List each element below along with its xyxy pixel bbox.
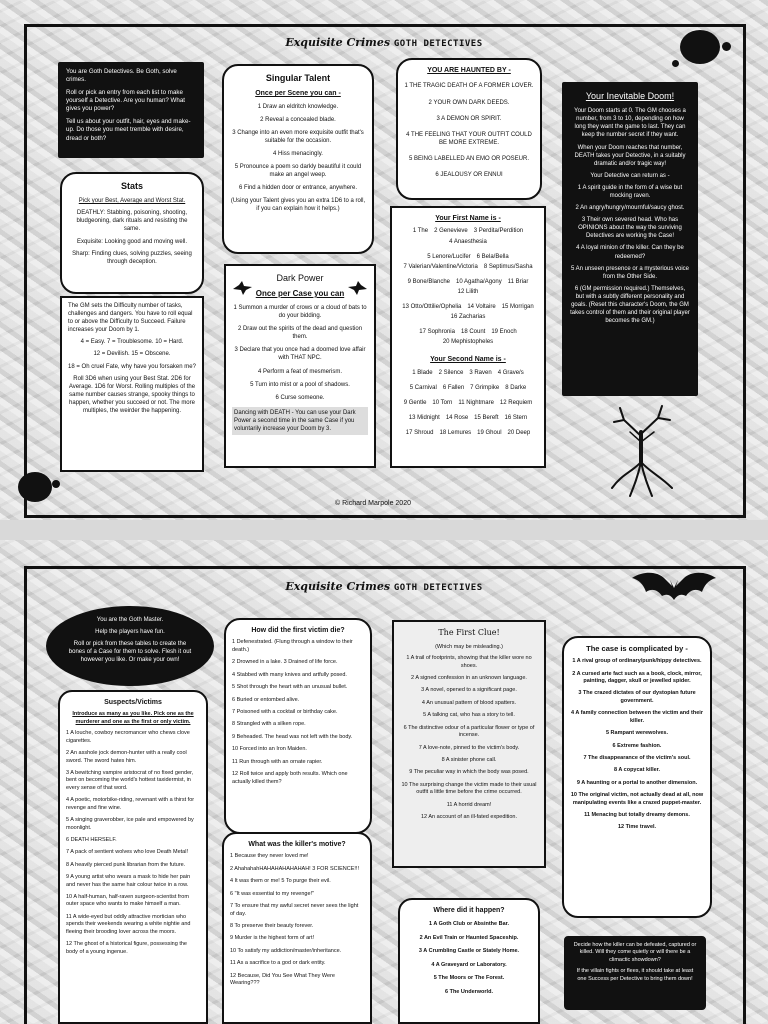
title-italic: Exquisite Crimes bbox=[285, 580, 391, 593]
dark-power-heading: Dark Power bbox=[276, 273, 324, 283]
clue-item: 4 An unusual pattern of blood spatters. bbox=[421, 699, 517, 706]
suspect-item: 8 A heavily pierced punk librarian from the future. bbox=[66, 861, 186, 868]
name-entry: 17 Shroud bbox=[405, 430, 434, 437]
clue-item: 7 A love-note, pinned to the victim's body. bbox=[418, 744, 520, 751]
haunted-item: 6 JEALOUSY OR ENNUI bbox=[435, 172, 503, 178]
difficulty-rules-box bbox=[60, 296, 204, 472]
complication-item: 1 A rival group of ordinary/punk/hippy detectives. bbox=[572, 658, 702, 665]
second-name-list bbox=[398, 369, 538, 444]
name-row bbox=[398, 384, 538, 392]
haunted-item: 2 YOUR OWN DARK DEEDS. bbox=[428, 99, 510, 106]
name-entry: 5 Carnival bbox=[409, 384, 437, 391]
name-entry: 8 Septimus/Sasha bbox=[483, 263, 533, 270]
victim-item: 5 Shot through the heart with an unusual bullet. bbox=[232, 684, 348, 691]
name-entry: 10 Agatha/Agony bbox=[456, 278, 502, 285]
talent-item: 3 Change into an even more exquisite outfit that's suitable for the occasion. bbox=[232, 129, 364, 144]
stat-exquisite: Exquisite: Looking good and moving well. bbox=[76, 238, 188, 245]
name-entry: 12 Lilith bbox=[457, 288, 479, 295]
suspect-item: 6 DEATH HERSELF. bbox=[66, 836, 117, 843]
name-entry: 12 Requiem bbox=[499, 400, 533, 406]
suspect-item: 10 A half-human, half-raven surgeon-scientist from outer space who wants to make himself a man. bbox=[66, 894, 189, 908]
name-entry: 19 Enoch bbox=[491, 329, 517, 336]
suspect-item: 5 A singing graverobber, ice pale and empowered by moonlight. bbox=[66, 817, 194, 831]
master-text-3: Roll or pick from these tables to create the bones of a Case for them to solve. Flesh it out however you like. Or make your own! bbox=[68, 641, 192, 664]
doom-heading: Your Inevitable Doom! bbox=[585, 91, 675, 101]
victim-item: 6 Buried or entombed alive. bbox=[232, 696, 300, 703]
title-bold: GOTH DETECTIVES bbox=[393, 583, 483, 593]
talent-item: 4 Hiss menacingly. bbox=[273, 150, 323, 157]
suspect-item: 11 A wide-eyed but oddly attractive mortician who spends their weekends wearing a white nightie and fleeing their brooding lover across the moors. bbox=[66, 913, 191, 935]
dark-power-item: 5 Turn into mist or a pool of shadows. bbox=[250, 381, 350, 388]
name-entry: 3 Perdita/Perdition bbox=[473, 228, 524, 235]
dark-power-item: 4 Perform a feat of mesmerism. bbox=[257, 368, 343, 375]
clue-item: 6 The distinctive odour of a particular flower or type of incense. bbox=[403, 724, 535, 739]
dark-power-subheading: Once per Case you can bbox=[255, 289, 345, 299]
name-entry: 2 Silence bbox=[438, 369, 464, 376]
complication-item: 3 The crazed dictates of our dystopian future government. bbox=[578, 690, 696, 704]
first-name-list bbox=[398, 227, 538, 353]
page-one-title bbox=[0, 36, 768, 49]
name-row bbox=[398, 253, 538, 271]
victim-heading: How did the first victim die? bbox=[251, 627, 345, 634]
decide-text-1: Decide how the killer can be defeated, captured or killed. Will they come quietly or will there be a climactic showdown? bbox=[573, 942, 697, 963]
haunted-item: 1 THE TRAGIC DEATH OF A FORMER LOVER. bbox=[404, 83, 534, 90]
name-entry: 11 Briar bbox=[507, 278, 529, 285]
name-entry: 7 Grimpike bbox=[470, 384, 500, 391]
name-entry: 20 Mephistopheles bbox=[442, 339, 494, 346]
name-entry: 4 Grave/s bbox=[497, 369, 524, 376]
motive-item: 8 To preserve their beauty forever. bbox=[230, 922, 314, 929]
name-entry: 2 Genevieve bbox=[434, 228, 468, 235]
name-entry: 18 Lemures bbox=[439, 430, 472, 437]
name-entry: 5 Lenore/Lucifer bbox=[427, 253, 471, 260]
master-text-1: You are the Goth Master. bbox=[96, 617, 164, 623]
intro-text-1: You are Goth Detectives. Be Goth, solve crimes. bbox=[66, 68, 177, 84]
complication-item: 11 Menacing but totally dreamy demons. bbox=[584, 812, 690, 819]
intro-text-2: Roll or pick an entry from each list to make yourself a Detective. Are you human? What gives you power? bbox=[66, 88, 185, 113]
name-entry: 9 Bone/Blanche bbox=[407, 278, 451, 285]
where-heading: Where did it happen? bbox=[433, 907, 505, 914]
clue-item: 2 A signed confession in an unknown language. bbox=[411, 675, 527, 682]
name-entry: 17 Sophronia bbox=[419, 329, 455, 336]
complication-item: 12 Time travel. bbox=[617, 824, 657, 831]
doom-return-item: 4 A loyal minion of the killer. Can they be redeemed? bbox=[576, 245, 684, 260]
intro-text-3: Tell us about your outfit, hair, eyes and make-up. Do those you meet tremble with desire, dread or both? bbox=[66, 117, 191, 142]
motive-item: 6 "It was essential to my revenge!" bbox=[230, 890, 314, 897]
first-name-heading: Your First Name is - bbox=[435, 215, 501, 222]
name-entry: 15 Bereft bbox=[474, 415, 499, 422]
clue-item: 8 A sinister phone call. bbox=[441, 757, 497, 764]
where-item: 4 A Graveyard or Laboratory. bbox=[431, 961, 507, 968]
decide-text-2: If the villain fights or flees, it should take at least one Success per Detective to bring them down! bbox=[576, 968, 694, 982]
clue-item: 9 The peculiar way in which the body was posed. bbox=[409, 769, 529, 776]
haunted-item: 5 BEING LABELLED AN EMO OR POSEUR. bbox=[408, 155, 530, 162]
suspects-subheading: Introduce as many as you like. Pick one as the murderer and one as the first or only victim. bbox=[72, 711, 194, 725]
ink-splatter-bottom-left bbox=[18, 472, 52, 502]
motive-item: 10 To satisfy my addiction/master/inheritance. bbox=[230, 947, 342, 954]
doom-return-item: 5 An unseen presence or a mysterious voice from the Other Side. bbox=[570, 265, 690, 280]
doom-text-1: Your Doom starts at 0. The GM chooses a number, from 3 to 10, depending on how long they want the game to last. They can keep the number secret if they want. bbox=[574, 108, 686, 139]
title-bold: GOTH DETECTIVES bbox=[393, 39, 483, 49]
clue-item: 11 A horrid dream! bbox=[446, 801, 492, 808]
motive-box bbox=[222, 832, 372, 1024]
where-item: 6 The Underworld. bbox=[445, 988, 493, 995]
suspect-item: 7 A pack of sentient wolves who love Death Metal! bbox=[66, 849, 188, 856]
second-name-heading: Your Second Name is - bbox=[430, 356, 506, 364]
complication-item: 5 Rampant werewolves. bbox=[605, 730, 669, 737]
name-row bbox=[398, 303, 538, 321]
where-item: 3 A Crumbling Castle or Stately Home. bbox=[418, 948, 520, 955]
suspect-item: 1 A louche, cowboy necromancer who chews clove cigarettes. bbox=[66, 730, 190, 744]
complication-item: 6 Extreme fashion. bbox=[612, 742, 662, 749]
name-entry: 8 Darke bbox=[505, 384, 527, 391]
name-row-spacer bbox=[398, 440, 538, 444]
first-victim-box bbox=[224, 618, 372, 834]
suspects-box bbox=[58, 690, 208, 1024]
haunted-item: 4 THE FEELING THAT YOUR OUTFIT COULD BE MORE EXTREME. bbox=[406, 131, 532, 146]
defeat-killer-box bbox=[564, 936, 706, 1010]
clue-subheading: (Which may be misleading.) bbox=[435, 643, 503, 650]
name-entry: 1 The bbox=[412, 228, 429, 235]
haunted-item: 3 A DEMON OR SPIRIT. bbox=[436, 115, 502, 122]
haunted-heading: YOU ARE HAUNTED BY - bbox=[427, 67, 511, 74]
talent-item: 5 Pronounce a poem so darkly beautiful it could make an angel weep. bbox=[234, 164, 362, 179]
crow-icon bbox=[232, 280, 254, 296]
talent-item: 6 Find a hidden door or entrance, anywhere. bbox=[238, 185, 358, 192]
name-entry: 6 Bela/Bella bbox=[476, 253, 509, 260]
name-entry: 10 Torn bbox=[432, 400, 453, 406]
complicated-heading: The case is complicated by - bbox=[586, 644, 688, 653]
suspect-item: 9 A young artist who wears a mask to hide her pain and never has the same hair colour twice in a row. bbox=[66, 874, 191, 888]
name-row bbox=[398, 278, 538, 296]
suspects-heading: Suspects/Victims bbox=[104, 699, 162, 706]
motive-item: 1 Because they never loved me! bbox=[230, 853, 309, 860]
motive-item: 4 It was them or me! 5 To purge their evil. bbox=[230, 878, 331, 885]
motive-item: 7 To ensure that my awful secret never sees the light of day. bbox=[230, 903, 359, 917]
dark-power-box bbox=[224, 264, 376, 468]
name-row bbox=[398, 399, 538, 407]
name-entry: 9 Gentle bbox=[403, 400, 427, 406]
difficulty-levels-3: 18 = Oh cruel Fate, why have you forsaken me? bbox=[68, 363, 196, 370]
name-entry: 11 Nightmare bbox=[458, 400, 494, 406]
name-entry: 15 Morrigan bbox=[501, 304, 534, 310]
difficulty-levels-1: 4 = Easy. 7 = Troublesome. 10 = Hard. bbox=[80, 339, 184, 346]
dancing-with-death: Dancing with DEATH - You can use your Dark Power a second time in the same Case if you voluntarily increase your Doom by 3. bbox=[232, 407, 368, 435]
talent-item: 1 Draw an eldritch knowledge. bbox=[257, 103, 339, 110]
suspect-item: 3 A bewitching vampire aristocrat of no fixed gender, bent on becoming the world's hottest taxidermist, in every sense of that word. bbox=[66, 769, 194, 791]
master-text-2: Help the players have fun. bbox=[95, 629, 165, 636]
name-entry: 7 Valerian/Valentine/Victoria bbox=[403, 263, 478, 270]
ink-splatter-dot bbox=[52, 480, 60, 488]
doom-text-3: Your Detective can return as - bbox=[590, 172, 670, 179]
suspect-item: 12 The ghost of a historical figure, possessing the body of a young ingenue. bbox=[66, 941, 187, 955]
complication-item: 4 A family connection between the victim and their killer. bbox=[571, 710, 703, 724]
page-two bbox=[0, 540, 768, 1024]
motive-item: 2 AhahahahHAHAHAHAHAHAH! 3 FOR SCIENCE!!! bbox=[230, 865, 359, 872]
suspect-item: 4 A poetic, motorbike-riding, revenant with a thirst for revenge and fine wine. bbox=[66, 797, 195, 811]
haunted-by-box bbox=[396, 58, 542, 200]
victim-item: 1 Defenestrated. (Flung through a window to their death.) bbox=[232, 639, 353, 653]
name-row bbox=[398, 414, 538, 422]
copyright: © Richard Marpole 2020 bbox=[335, 500, 411, 507]
name-entry: 13 Otto/Ottilie/Ophelia bbox=[402, 304, 462, 310]
victim-item: 11 Run through with an ornate rapier. bbox=[232, 758, 323, 765]
where-box bbox=[398, 898, 540, 1024]
dead-tree-icon bbox=[604, 402, 678, 498]
name-entry: 14 Voltaire bbox=[467, 304, 496, 310]
clue-item: 3 A novel, opened to a significant page. bbox=[421, 687, 517, 694]
dark-power-item: 1 Summon a murder of crows or a cloud of bats to do your bidding. bbox=[233, 304, 367, 320]
complicated-box bbox=[562, 636, 712, 918]
clue-item: 5 A talking cat, who has a story to tell. bbox=[423, 712, 515, 719]
clue-heading: The First Clue! bbox=[438, 628, 500, 637]
name-row-spacer bbox=[398, 349, 538, 353]
difficulty-levels-2: 12 = Devilish. 15 = Obscene. bbox=[93, 351, 171, 358]
where-item: 1 A Goth Club or Absinthe Bar. bbox=[428, 921, 510, 928]
clue-item: 1 A trail of footprints, showing that the killer wore no shoes. bbox=[406, 655, 532, 669]
name-entry: 14 Rose bbox=[445, 415, 469, 422]
complication-item: 9 A haunting or a portal to another dimension. bbox=[576, 779, 698, 786]
first-clue-box bbox=[392, 620, 546, 868]
page-two-title bbox=[0, 580, 768, 593]
title-italic: Exquisite Crimes bbox=[285, 36, 391, 49]
victim-item: 9 Beheaded. The head was not left with the body. bbox=[232, 733, 353, 740]
talent-item: 2 Reveal a concealed blade. bbox=[260, 116, 336, 123]
stat-sharp: Sharp: Finding clues, solving puzzles, seeing through deception. bbox=[72, 250, 192, 265]
singular-talent-box bbox=[222, 64, 374, 254]
victim-item: 7 Poisoned with a cocktail or birthday cake. bbox=[232, 708, 338, 715]
suspect-item: 2 An asshole jock demon-hunter with a really cool sword. The sword hates him. bbox=[66, 750, 187, 764]
talent-note: (Using your Talent gives you an extra 1D6 to a roll, if you can explain how it helps.) bbox=[230, 198, 366, 213]
motive-item: 9 Murder is the highest form of art! bbox=[230, 935, 315, 942]
rules-text-2: Roll 3D6 when using your Best Stat. 2D6 for Average. 1D6 for Worst. Rolling multiples of the same number causes strange, spooky things to happen, whether you succeed or not. The more multiples, the weirder the happening. bbox=[68, 375, 196, 415]
motive-item: 11 As a sacrifice to a god or dark entity. bbox=[230, 960, 326, 967]
name-entry: 16 Stern bbox=[504, 415, 528, 422]
dark-power-item: 3 Declare that you once had a doomed love affair with THAT NPC. bbox=[234, 347, 366, 362]
doom-return-item: 3 Their own severed head. Who has OPINIONS about the way the surviving Detectives are working the Case! bbox=[578, 217, 682, 240]
victim-item: 4 Stabbed with many knives and artfully posed. bbox=[232, 671, 347, 678]
doom-text-2: When your Doom reaches that number, DEATH takes your Detective, in a suitably dramatic and/or tragic way! bbox=[574, 144, 686, 167]
victim-item: 2 Drowned in a lake. 3 Drained of life force. bbox=[232, 659, 338, 666]
rules-text-1: The GM sets the Difficulty number of tasks, challenges and dangers. You have to roll equal to or above the Difficulty to Succeed. Failure increases your Doom by 1. bbox=[68, 303, 193, 334]
name-row bbox=[398, 429, 538, 437]
victim-item: 8 Strangled with a silken rope. bbox=[232, 721, 306, 728]
complication-item: 7 The disappearance of the victim's soul. bbox=[583, 754, 691, 761]
name-entry: 4 Anaesthesia bbox=[449, 238, 487, 245]
name-row bbox=[398, 227, 538, 245]
doom-return-item: 2 An angry/hungry/mournful/saucy ghost. bbox=[575, 205, 685, 212]
name-entry: 13 Midnight bbox=[408, 415, 440, 422]
doom-return-item: 1 A spirit guide in the form of a wise but mocking raven. bbox=[577, 184, 683, 199]
complication-item: 10 The original victim, not actually dead at all, now manipulating events like a crazed puppet-master. bbox=[570, 792, 704, 806]
talent-heading: Singular Talent bbox=[265, 73, 331, 83]
motive-heading: What was the killer's motive? bbox=[248, 841, 346, 848]
ink-splatter-dot bbox=[672, 60, 679, 67]
stat-deathly: DEATHLY: Stabbing, poisoning, shooting, bludgeoning, dark rituals and resisting the same. bbox=[76, 210, 188, 233]
name-entry: 1 Blade bbox=[412, 369, 433, 376]
goth-master-box bbox=[46, 606, 214, 686]
where-item: 2 An Evil Train or Haunted Spaceship. bbox=[419, 934, 519, 941]
victim-item: 12 Roll twice and apply both results. Which one actually killed them? bbox=[232, 771, 348, 785]
complication-item: 2 A cursed arte fact such as a book, clock, mirror, painting, dagger, skull or jewelled spider. bbox=[572, 670, 702, 684]
talent-subheading: Once per Scene you can - bbox=[255, 90, 341, 98]
intro-box bbox=[58, 62, 204, 158]
dark-power-item: 2 Draw out the spirits of the dead and question them. bbox=[237, 326, 363, 341]
name-row bbox=[398, 328, 538, 346]
name-entry: 19 Ghoul bbox=[477, 430, 502, 437]
names-box bbox=[390, 206, 546, 468]
clue-item: 10 The surprising change the victim made to their usual outfit a little time before the crime occurred. bbox=[401, 781, 537, 796]
clue-item: 12 An account of an ill-fated expedition. bbox=[420, 814, 517, 821]
where-item: 5 The Moors or The Forest. bbox=[433, 975, 505, 982]
complication-item: 8 A copycat killer. bbox=[613, 767, 661, 774]
name-entry: 18 Count bbox=[460, 329, 486, 336]
motive-item: 12 Because, Did You See What They Were Wearing??? bbox=[230, 972, 335, 987]
doom-return-item: 6 (GM permission required.) Themselves, but with a subtly different personality and goals. (Reset this character's Doom, the GM takes control of them and their original player becomes the GM.) bbox=[570, 285, 690, 325]
dark-power-item: 6 Curse someone. bbox=[275, 394, 325, 401]
stats-box bbox=[60, 172, 204, 294]
crow-icon bbox=[346, 280, 368, 296]
name-entry: 16 Zacharias bbox=[450, 314, 486, 321]
name-entry: 6 Fallen bbox=[442, 384, 465, 391]
stats-heading: Stats bbox=[120, 181, 143, 191]
name-entry: 3 Raven bbox=[469, 369, 492, 376]
name-entry: 20 Deep bbox=[507, 430, 531, 437]
stats-subheading: Pick your Best, Average and Worst Stat. bbox=[78, 198, 186, 205]
victim-item: 10 Forced into an Iron Maiden. bbox=[232, 746, 307, 753]
inevitable-doom-box bbox=[562, 82, 698, 396]
name-row bbox=[398, 369, 538, 377]
